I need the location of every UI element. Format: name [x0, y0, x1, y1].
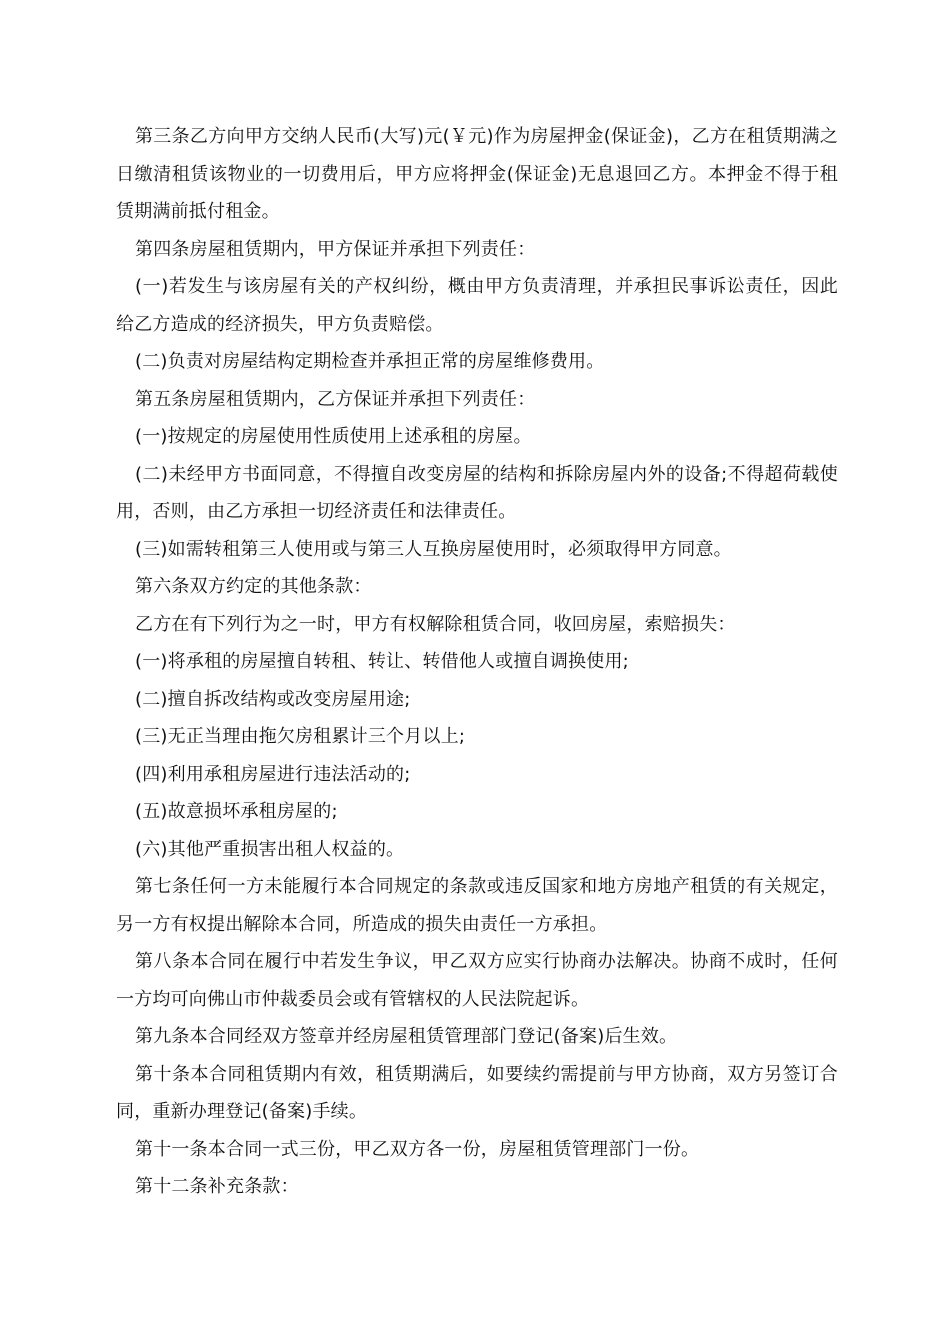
clause-6-item-4: (四)利用承租房屋进行违法活动的; — [135, 763, 411, 785]
clause-7: 第七条任何一方未能履行本合同规定的条款或违反国家和地方房地产租赁的有关规定，另一方有权提出解除本合同，所造成的损失由责任一方承担。 — [116, 876, 838, 935]
document-body — [116, 118, 838, 1206]
clause-3-deposit: 第三条乙方向甲方交纳人民币(大写)元(￥元)作为房屋押金(保证金)，乙方在租赁期满之日缴清租赁该物业的一切费用后，甲方应将押金(保证金)无息退回乙方。本押金不得于租赁期满前抵付租金。 — [116, 126, 838, 222]
clause-6-item-1: (一)将承租的房屋擅自转租、转让、转借他人或擅自调换使用; — [135, 651, 629, 672]
clause-5-heading: 第五条房屋租赁期内，乙方保证并承担下列责任： — [135, 388, 536, 410]
clause-10: 第十条本合同租赁期内有效，租赁期满后，如要续约需提前与甲方协商，双方另签订合同，重新办理登记(备案)手续。 — [116, 1063, 838, 1122]
clause-6-item-2: (二)擅自拆改结构或改变房屋用途; — [135, 688, 411, 710]
clause-6-item-3: (三)无正当理由拖欠房租累计三个月以上; — [135, 726, 466, 747]
clause-5-item-2: (二)未经甲方书面同意，不得擅自改变房屋的结构和拆除房屋内外的设备;不得超荷载使用，否则，由乙方承担一切经济责任和法律责任。 — [116, 463, 838, 522]
clause-4-item-2: (二)负责对房屋结构定期检查并承担正常的房屋维修费用。 — [135, 351, 605, 372]
clause-8: 第八条本合同在履行中若发生争议，甲乙双方应实行协商办法解决。协商不成时，任何一方均可向佛山市仲裁委员会或有管辖权的人民法院起诉。 — [116, 951, 838, 1010]
clause-11: 第十一条本合同一式三份，甲乙双方各一份，房屋租赁管理部门一份。 — [135, 1138, 700, 1160]
clause-9: 第九条本合同经双方签章并经房屋租赁管理部门登记(备案)后生效。 — [135, 1026, 678, 1047]
clause-6-intro: 乙方在有下列行为之一时，甲方有权解除租赁合同，收回房屋，索赔损失： — [135, 613, 736, 635]
clause-5-item-1: (一)按规定的房屋使用性质使用上述承租的房屋。 — [135, 426, 532, 447]
clause-6-heading: 第六条双方约定的其他条款： — [135, 576, 372, 597]
clause-4-heading: 第四条房屋租赁期内，甲方保证并承担下列责任： — [135, 238, 536, 260]
clause-12: 第十二条补充条款： — [135, 1176, 299, 1197]
clause-4-item-1: (一)若发生与该房屋有关的产权纠纷，概由甲方负责清理，并承担民事诉讼责任，因此给乙方造成的经济损失，甲方负责赔偿。 — [116, 276, 838, 335]
clause-6-item-6: (六)其他严重损害出租人权益的。 — [135, 838, 405, 860]
clause-5-item-3: (三)如需转租第三人使用或与第三人互换房屋使用时，必须取得甲方同意。 — [135, 538, 732, 560]
clause-6-item-5: (五)故意损坏承租房屋的; — [135, 801, 338, 822]
